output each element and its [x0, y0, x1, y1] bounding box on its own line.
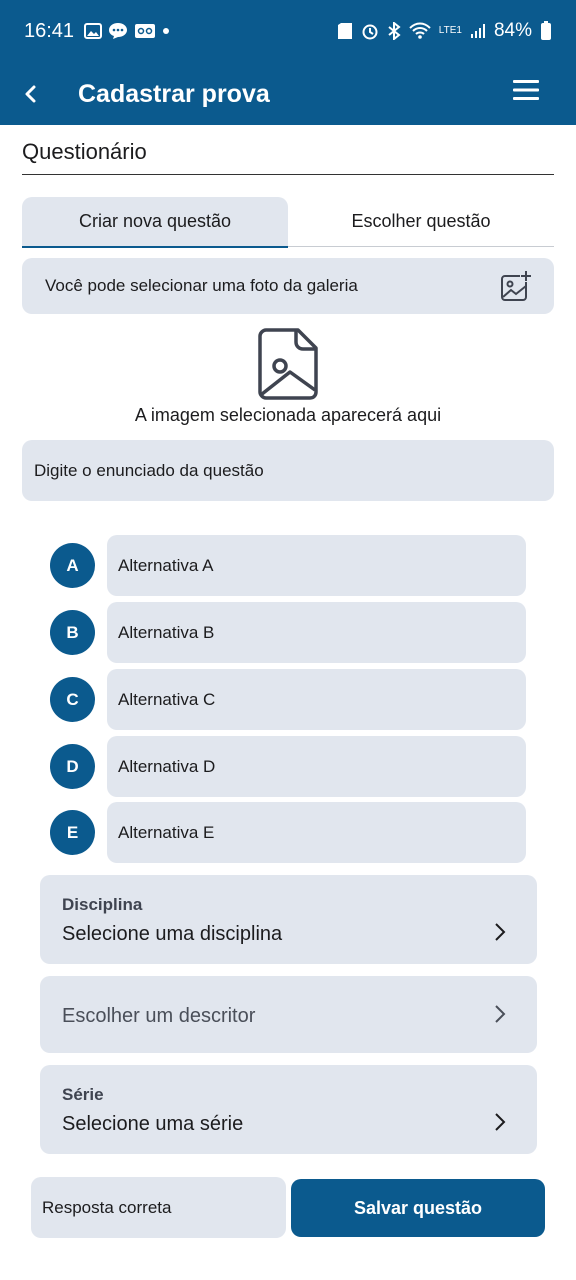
- wifi-icon: [409, 22, 431, 40]
- question-tabs: [22, 197, 554, 247]
- alternative-input[interactable]: [107, 669, 526, 730]
- alternative-letter-badge[interactable]: A: [50, 543, 95, 588]
- statement-input[interactable]: [22, 440, 554, 501]
- alternative-placeholder: Alternativa A: [118, 556, 214, 575]
- alternative-placeholder: Alternativa C: [118, 690, 216, 709]
- page-title: Cadastrar prova: [78, 80, 270, 108]
- system-icons: [337, 20, 552, 42]
- alternative-row-b: [50, 602, 526, 663]
- alternative-placeholder: Alternativa E: [118, 823, 215, 842]
- series-value: Selecione uma série: [62, 1113, 244, 1135]
- correct-answer-select[interactable]: [31, 1177, 286, 1238]
- alternative-input[interactable]: [107, 535, 526, 596]
- sim-icon: [337, 22, 353, 40]
- descriptor-value: Escolher um descritor: [62, 1005, 256, 1027]
- alternative-letter-badge[interactable]: B: [50, 610, 95, 655]
- add-photo-icon: [500, 270, 532, 302]
- battery-icon: [540, 21, 552, 41]
- statement-placeholder: Digite o enunciado da questão: [34, 461, 264, 480]
- gallery-label: Você pode selecionar uma foto da galeria: [45, 276, 358, 295]
- gallery-select-button[interactable]: [22, 258, 554, 314]
- app-bar: [0, 64, 576, 125]
- series-select[interactable]: [40, 1065, 537, 1154]
- chevron-right-icon: [493, 1112, 507, 1132]
- network-type-label: LTE1: [438, 25, 462, 36]
- chat-notification-icon: [108, 22, 128, 40]
- alternative-placeholder: Alternativa D: [118, 757, 216, 776]
- gallery-notification-icon: [84, 23, 102, 39]
- save-question-button[interactable]: Salvar questão: [291, 1179, 545, 1237]
- alarm-icon: [361, 22, 379, 40]
- alternative-input[interactable]: [107, 802, 526, 863]
- discipline-value: Selecione uma disciplina: [62, 923, 283, 945]
- battery-percent: 84%: [493, 20, 532, 41]
- voicemail-notification-icon: [134, 23, 156, 39]
- series-label: Série: [62, 1085, 104, 1104]
- menu-icon[interactable]: [512, 76, 540, 104]
- status-time: 16:41: [24, 20, 75, 42]
- notification-icons: [84, 22, 170, 40]
- alternative-row-c: [50, 669, 526, 730]
- descriptor-select[interactable]: [40, 976, 537, 1053]
- discipline-label: Disciplina: [62, 895, 143, 914]
- alternative-row-e: [50, 802, 526, 863]
- bluetooth-icon: [387, 22, 401, 40]
- alternative-row-d: [50, 736, 526, 797]
- chevron-right-icon: [493, 922, 507, 942]
- alternative-letter-badge[interactable]: E: [50, 810, 95, 855]
- alternative-input[interactable]: [107, 602, 526, 663]
- tab-choose-question[interactable]: Escolher questão: [351, 211, 491, 231]
- alternative-row-a: [50, 535, 526, 596]
- alternative-letter-badge[interactable]: C: [50, 677, 95, 722]
- section-title: Questionário: [22, 138, 554, 175]
- back-arrow-icon[interactable]: [18, 76, 54, 112]
- chevron-right-icon: [493, 1004, 507, 1024]
- image-placeholder-text: A imagem selecionada aparecerá aqui: [134, 405, 442, 425]
- alternative-letter-badge[interactable]: D: [50, 744, 95, 789]
- discipline-select[interactable]: [40, 875, 537, 964]
- status-bar: [0, 0, 576, 64]
- alternative-input[interactable]: [107, 736, 526, 797]
- signal-icon: [470, 23, 486, 39]
- alternative-placeholder: Alternativa B: [118, 623, 215, 642]
- correct-answer-label: Resposta correta: [42, 1198, 172, 1217]
- tab-create-question[interactable]: Criar nova questão: [22, 197, 288, 248]
- image-file-icon: [258, 328, 318, 400]
- dot-icon: [162, 27, 170, 35]
